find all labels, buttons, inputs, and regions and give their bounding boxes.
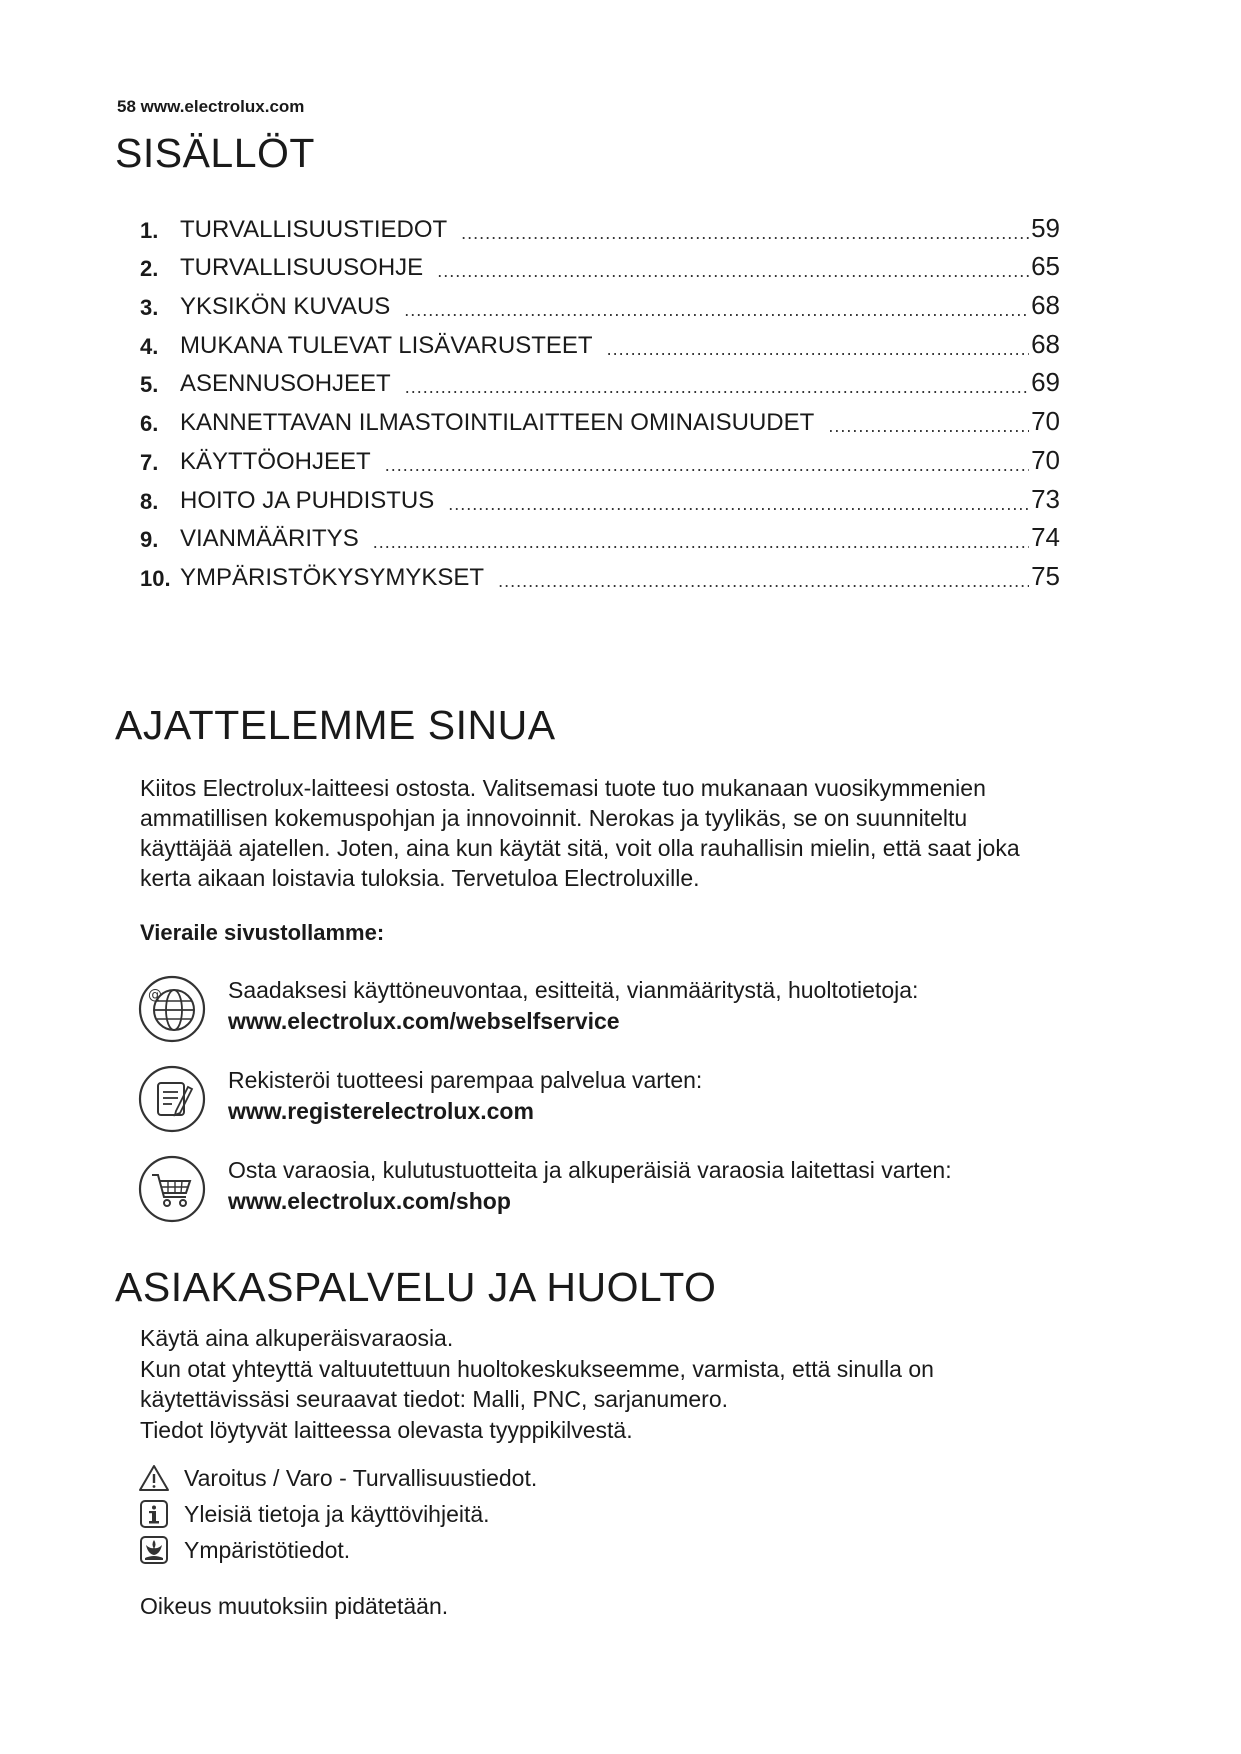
toc-item[interactable] [140, 476, 1060, 515]
legend-text: Yleisiä tietoja ja käyttövihjeitä. [184, 1500, 490, 1527]
footer-note: Oikeus muutoksiin pidätetään. [140, 1593, 449, 1619]
service-line: Käytä aina alkuperäisvaraosia. [140, 1325, 454, 1351]
legend-item [138, 1532, 537, 1568]
toc-item-number: 2. [140, 256, 159, 282]
environment-icon [138, 1536, 170, 1564]
webselfservice-link[interactable]: www.electrolux.com/webselfservice [228, 1008, 620, 1034]
intro-line: Kiitos Electrolux-laitteesi ostosta. Valitsemasi tuote tuo mukanaan vuosikymmenien [140, 775, 986, 801]
toc-item[interactable] [140, 398, 1060, 437]
toc-item-title: YKSIKÖN KUVAUS [180, 293, 391, 321]
toc-item-page: 69 [1031, 367, 1060, 398]
toc-item[interactable] [140, 282, 1060, 321]
toc-leader-dots [437, 261, 1029, 282]
shop-link[interactable]: www.electrolux.com/shop [228, 1188, 511, 1214]
toc-item-title: KÄYTTÖOHJEET [180, 447, 371, 475]
toc-leader-dots [828, 416, 1029, 437]
shop-description: Osta varaosia, kulutustuotteita ja alkuperäisiä varaosia laitettasi varten: [228, 1157, 952, 1183]
toc-leader-dots [498, 571, 1029, 592]
toc-leader-dots [405, 377, 1029, 398]
toc-title: SISÄLLÖT [115, 130, 315, 176]
toc-item-number: 4. [140, 333, 159, 359]
legend-text: Ympäristötiedot. [184, 1536, 351, 1563]
warning-triangle-icon [138, 1464, 170, 1492]
toc-item-page: 68 [1031, 328, 1060, 359]
register-description: Rekisteröi tuotteesi parempaa palvelua varten: [228, 1067, 703, 1093]
globe-icon [138, 975, 206, 1043]
toc-item-page: 59 [1031, 212, 1060, 243]
website-url[interactable]: www.electrolux.com [140, 97, 305, 116]
toc-item-page: 70 [1031, 444, 1060, 475]
toc-leader-dots [607, 339, 1030, 360]
toc-leader-dots [461, 223, 1029, 244]
symbol-legend [138, 1460, 537, 1568]
toc-item-number: 10. [140, 565, 171, 591]
toc-item[interactable] [140, 515, 1060, 554]
legend-item [138, 1496, 537, 1532]
toc-item-title: TURVALLISUUSTIEDOT [180, 215, 448, 243]
toc-item[interactable] [140, 205, 1060, 244]
toc-leader-dots [404, 300, 1029, 321]
toc-item-title: VIANMÄÄRITYS [180, 525, 359, 553]
toc-item-page: 74 [1031, 522, 1060, 553]
shop-text [228, 1155, 952, 1217]
register-document-icon [138, 1065, 206, 1133]
toc-item-page: 73 [1031, 483, 1060, 514]
register-link[interactable]: www.registerelectrolux.com [228, 1098, 534, 1124]
intro-line: ammatillisen kokemuspohjan ja innovoinnit. Nerokas ja tyylikäs, se on suunniteltu [140, 805, 968, 831]
intro-line: kerta aikaan loistavia tuloksia. Tervetuloa Electroluxille. [140, 865, 700, 891]
toc-item-title: MUKANA TULEVAT LISÄVARUSTEET [180, 331, 593, 359]
toc-item[interactable] [140, 321, 1060, 360]
intro-line: käyttäjää ajatellen. Joten, aina kun käytät sitä, voit olla rauhallisin mielin, että saat joka [140, 835, 1020, 861]
register-text [228, 1065, 702, 1127]
section-title-thinking: AJATTELEMME SINUA [115, 702, 556, 748]
toc-leader-dots [385, 455, 1029, 476]
webselfservice-description: Saadaksesi käyttöneuvontaa, esitteitä, vianmääritystä, huoltotietoja: [228, 977, 919, 1003]
toc-item[interactable] [140, 360, 1060, 399]
service-line: Tiedot löytyvät laitteessa olevasta tyyppikilvestä. [140, 1416, 633, 1443]
section-title-service: ASIAKASPALVELU JA HUOLTO [115, 1264, 717, 1310]
toc-item-page: 70 [1031, 406, 1060, 437]
intro-paragraph [140, 773, 1120, 893]
toc-item-number: 6. [140, 411, 159, 437]
service-line: käytettävissäsi seuraavat tiedot: Malli, PNC, sarjanumero. [140, 1386, 729, 1412]
legend-item [138, 1460, 537, 1496]
toc-item[interactable] [140, 244, 1060, 283]
toc-item-title: YMPÄRISTÖKYSYMYKSET [180, 563, 485, 591]
toc-item[interactable] [140, 553, 1060, 592]
toc-item-title: KANNETTAVAN ILMASTOINTILAITTEEN OMINAISUUDET [180, 409, 815, 437]
info-icon [138, 1500, 170, 1528]
toc-item-title: TURVALLISUUSOHJE [180, 254, 424, 282]
toc-leader-dots [448, 494, 1029, 515]
toc-item-title: HOITO JA PUHDISTUS [180, 486, 435, 514]
toc-item[interactable] [140, 437, 1060, 476]
toc-item-number: 5. [140, 372, 159, 398]
toc-item-page: 75 [1031, 560, 1060, 591]
visit-label: Vieraile sivustollamme: [140, 920, 385, 945]
page-header [117, 97, 304, 117]
toc-item-number: 1. [140, 217, 159, 243]
toc-leader-dots [373, 532, 1029, 553]
toc-item-number: 7. [140, 449, 159, 475]
toc-item-number: 8. [140, 488, 159, 514]
toc-item-number: 3. [140, 295, 159, 321]
shopping-cart-icon [138, 1155, 206, 1223]
toc-item-page: 68 [1031, 290, 1060, 321]
svg-text:@: @ [148, 987, 162, 1003]
toc-item-title: ASENNUSOHJEET [180, 370, 391, 398]
toc-item-number: 9. [140, 527, 159, 553]
table-of-contents [140, 205, 1060, 592]
service-line: Kun otat yhteyttä valtuutettuun huoltokeskukseemme, varmista, että sinulla on [140, 1355, 934, 1382]
webselfservice-text [228, 975, 918, 1037]
service-paragraph [140, 1323, 1120, 1445]
legend-text: Varoitus / Varo - Turvallisuustiedot. [184, 1464, 538, 1491]
page-number: 58 [117, 97, 136, 116]
toc-item-page: 65 [1031, 251, 1060, 282]
